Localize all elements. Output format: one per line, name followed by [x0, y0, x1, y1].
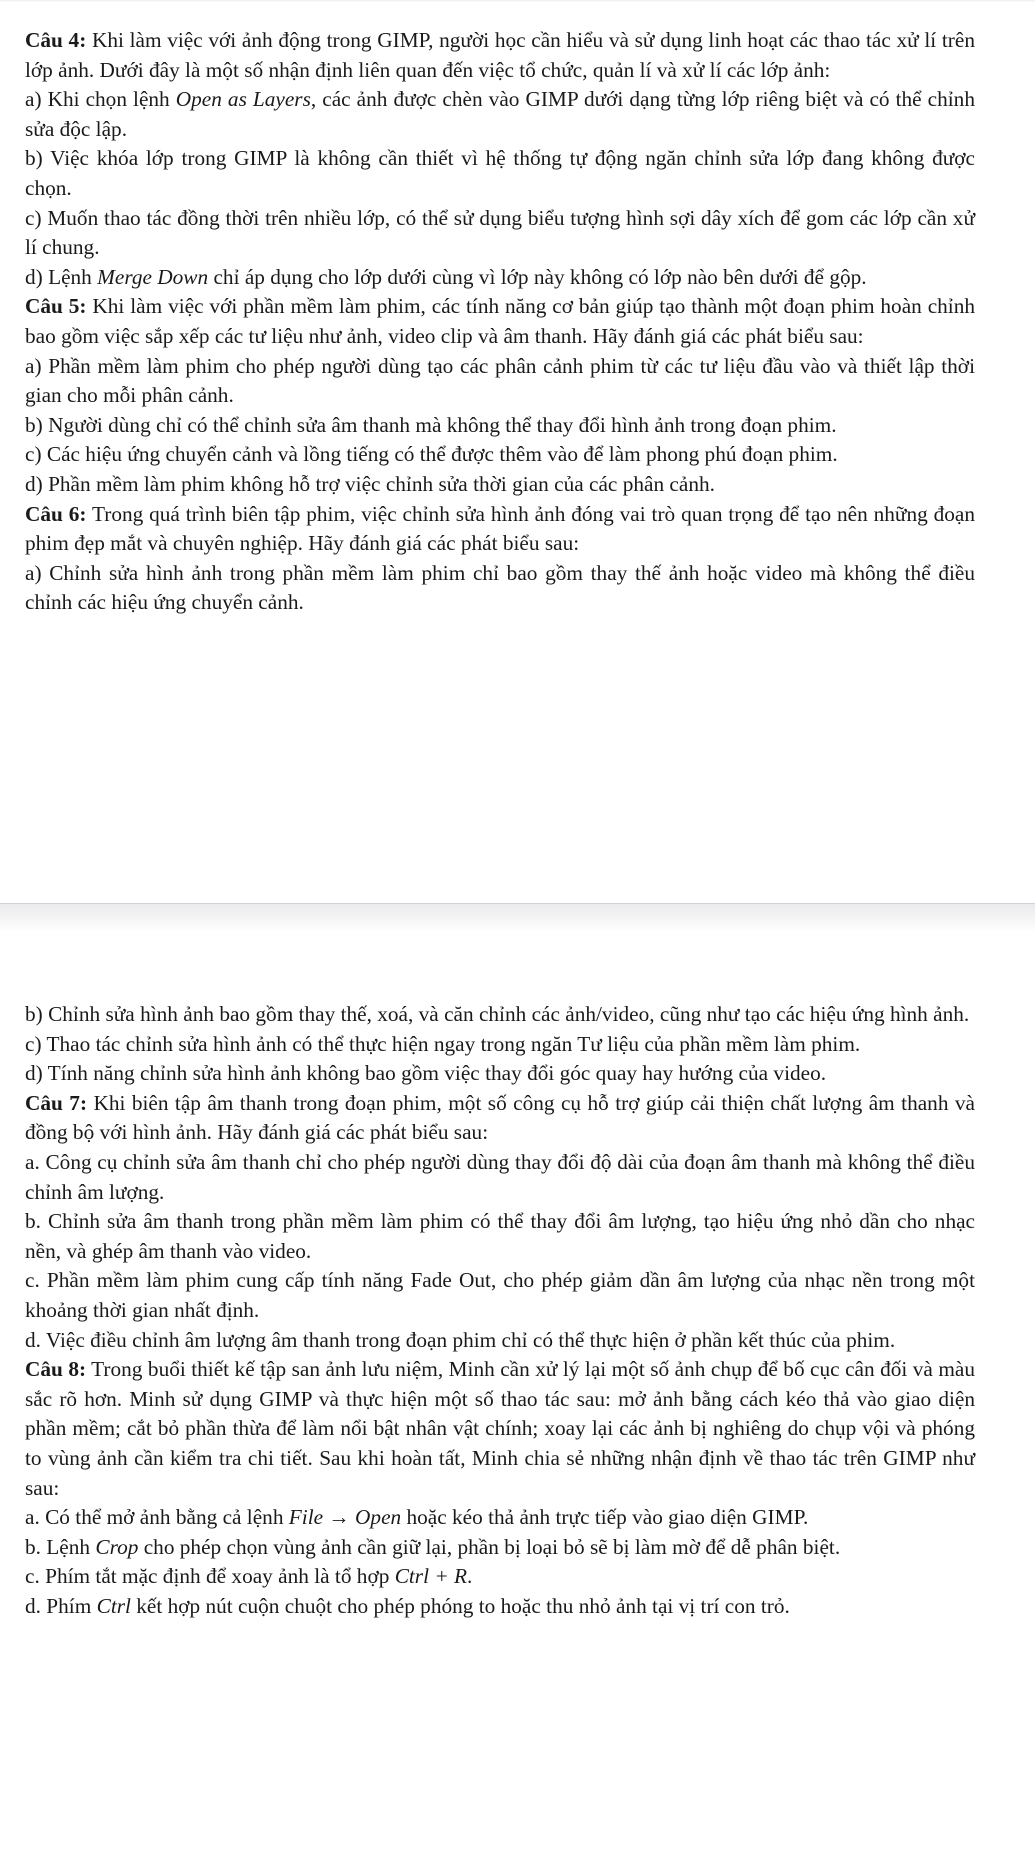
- q7-stem-text: Khi biên tập âm thanh trong đoạn phim, một số công cụ hỗ trợ giúp cải thiện chất lượng âm thanh và đồng bộ với hình ảnh. Hãy đánh giá các phát biểu sau:: [25, 1090, 975, 1145]
- q5-heading: Câu 5:: [25, 294, 87, 319]
- q5-option-d: d) Phần mềm làm phim không hỗ trợ việc chỉnh sửa thời gian của các phân cảnh.: [25, 471, 715, 496]
- q8-b-pre: b. Lệnh: [25, 1534, 96, 1559]
- q5-stem-text: Khi làm việc với phần mềm làm phim, các tính năng cơ bản giúp tạo thành một đoạn phim hoàn chỉnh bao gồm việc sắp xếp các tư liệu như ảnh, video clip và âm thanh. Hãy đánh giá các phát biểu sau:: [25, 294, 976, 348]
- q7-option-b: b. Chỉnh sửa âm thanh trong phần mềm làm phim có thể thay đổi âm lượng, tạo hiệu ứng nhỏ dần cho nhạc nền, và ghép âm thanh vào video.: [25, 1209, 975, 1263]
- q8-stem-text: Trong buổi thiết kế tập san ảnh lưu niệm, Minh cần xử lý lại một số ảnh chụp để bố cục cân đối và màu sắc rõ hơn. Minh sử dụng GIMP và thực hiện một số thao tác sau: mở ảnh bằng cách kéo thả vào giao diện phần mềm; cắt bỏ phần thừa để làm nổi bật nhân vật chính; xoay lại các ảnh bị nghiêng do chụp vội và phóng to vùng ảnh cần kiểm tra chi tiết. Sau khi hoàn tất, Minh chia sẻ những nhận định về thao tác trên GIMP như sau:: [25, 1357, 976, 1500]
- q8-a-post: hoặc kéo thả ảnh trực tiếp vào giao diện GIMP.: [401, 1505, 809, 1530]
- q6-heading: Câu 6:: [25, 501, 87, 526]
- q6-option-c: c) Thao tác chỉnh sửa hình ảnh có thể thực hiện ngay trong ngăn Tư liệu của phần mềm làm phim.: [25, 1031, 861, 1056]
- q4-d-em: Merge Down: [97, 264, 209, 289]
- page-bottom: [0, 930, 1035, 1870]
- q4-d-pre: d) Lệnh: [25, 264, 98, 289]
- q5-option-c: c) Các hiệu ứng chuyển cảnh và lồng tiếng có thể được thêm vào để làm phong phú đoạn phim.: [25, 442, 838, 467]
- q4-option-c: c) Muốn thao tác đồng thời trên nhiều lớp, có thể sử dụng biểu tượng hình sợi dây xích để gom các lớp cần xử lí chung.: [25, 205, 975, 260]
- q8-a-em: File → Open: [288, 1505, 402, 1530]
- q8-b-post: cho phép chọn vùng ảnh cần giữ lại, phần bị loại bỏ sẽ bị làm mờ để dễ phân biệt.: [138, 1534, 841, 1559]
- q8-option-c: [25, 1562, 975, 1592]
- q4-stem-text: Khi làm việc với ảnh động trong GIMP, người học cần hiểu và sử dụng linh hoạt các thao tác xử lí trên lớp ảnh. Dưới đây là một số nhận định liên quan đến việc tổ chức, quản lí và xử lí các lớp ảnh:: [25, 28, 975, 82]
- q5-stem: [25, 292, 975, 351]
- q8-option-a: [25, 1503, 975, 1533]
- q8-d-pre: d. Phím: [25, 1593, 97, 1618]
- q7-option-a: a. Công cụ chỉnh sửa âm thanh chỉ cho phép người dùng thay đổi độ dài của đoạn âm thanh mà không thể điều chỉnh âm lượng.: [25, 1149, 975, 1204]
- q6-option-a: a) Chỉnh sửa hình ảnh trong phần mềm làm phim chỉ bao gồm thay thế ảnh hoặc video mà không thể điều chỉnh các hiệu ứng chuyển cảnh.: [25, 560, 975, 615]
- q8-a-pre: a. Có thể mở ảnh bằng cả lệnh: [25, 1505, 289, 1530]
- q8-b-em: Crop: [95, 1534, 139, 1559]
- q6-option-b: b) Chỉnh sửa hình ảnh bao gồm thay thế, xoá, và căn chỉnh các ảnh/video, cũng như tạo các hiệu ứng hình ảnh.: [25, 1002, 970, 1026]
- q8-c-post: .: [467, 1564, 473, 1589]
- q8-c-em: Ctrl + R: [394, 1564, 468, 1589]
- q8-d-em: Ctrl: [96, 1593, 131, 1618]
- q4-d-post: chỉ áp dụng cho lớp dưới cùng vì lớp này không có lớp nào bên dưới để gộp.: [208, 264, 867, 289]
- q8-heading: Câu 8:: [25, 1357, 87, 1382]
- page-cut-edge: [0, 0, 1035, 2]
- q4-a-post: , các ảnh được chèn vào GIMP dưới dạng từng lớp riêng biệt và có thể chỉnh sửa độc lập.: [25, 87, 975, 141]
- q4-stem: [25, 26, 975, 85]
- q7-stem: [25, 1089, 975, 1148]
- q4-heading: Câu 4:: [25, 28, 87, 52]
- q7-option-c: c. Phần mềm làm phim cung cấp tính năng Fade Out, cho phép giảm dần âm lượng của nhạc nền trong một khoảng thời gian nhất định.: [25, 1268, 975, 1322]
- q4-option-a: [25, 85, 975, 144]
- q6-stem: [25, 500, 975, 559]
- q7-heading: Câu 7:: [25, 1090, 88, 1115]
- q4-a-em: Open as Layers: [175, 87, 311, 112]
- page-bottom-text: [25, 930, 975, 1621]
- q7-option-d: d. Việc điều chỉnh âm lượng âm thanh trong đoạn phim chỉ có thể thực hiện ở phần kết thúc của phim.: [25, 1327, 896, 1352]
- q8-stem: [25, 1355, 975, 1503]
- page-top: [0, 0, 1035, 905]
- q8-option-b: [25, 1533, 975, 1563]
- q6-option-d: d) Tính năng chỉnh sửa hình ảnh không bao gồm việc thay đổi góc quay hay hướng của video.: [25, 1061, 827, 1086]
- q8-d-post: kết hợp nút cuộn chuột cho phép phóng to hoặc thu nhỏ ảnh tại vị trí con trỏ.: [130, 1593, 790, 1618]
- page-top-text: [25, 0, 975, 618]
- q5-option-b: b) Người dùng chỉ có thể chỉnh sửa âm thanh mà không thể thay đổi hình ảnh trong đoạn phim.: [25, 412, 837, 437]
- q5-option-a: a) Phần mềm làm phim cho phép người dùng tạo các phân cảnh phim từ các tư liệu đầu vào và thiết lập thời gian cho mỗi phân cảnh.: [25, 353, 975, 408]
- q6-stem-text: Trong quá trình biên tập phim, việc chỉnh sửa hình ảnh đóng vai trò quan trọng để tạo nên những đoạn phim đẹp mắt và chuyên nghiệp. Hãy đánh giá các phát biểu sau:: [25, 501, 976, 556]
- q4-option-b: b) Việc khóa lớp trong GIMP là không cần thiết vì hệ thống tự động ngăn chỉnh sửa lớp đang không được chọn.: [25, 146, 975, 200]
- q4-a-pre: a) Khi chọn lệnh: [25, 87, 176, 112]
- q8-c-pre: c. Phím tắt mặc định để xoay ảnh là tổ hợp: [25, 1564, 395, 1589]
- q8-option-d: [25, 1592, 975, 1622]
- q4-option-d: [25, 263, 975, 293]
